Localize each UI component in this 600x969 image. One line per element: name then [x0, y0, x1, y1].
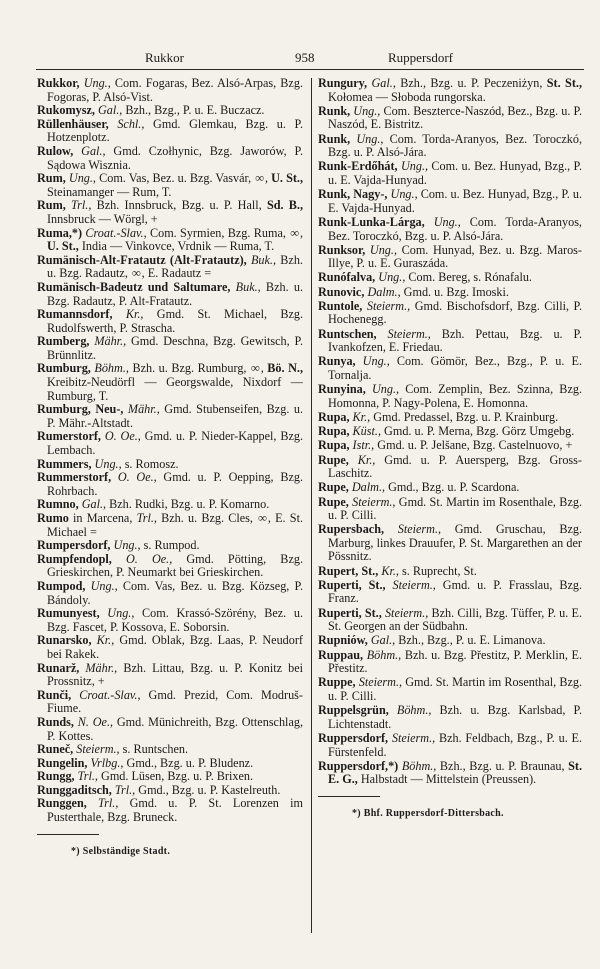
page-number: 958	[295, 50, 315, 65]
entry-text: Com. Bereg, s. Rónafalu.	[405, 270, 532, 285]
entry-region: O. Oe.,	[111, 551, 173, 566]
post-horn-icon: ∞	[251, 361, 260, 376]
entry-region: Ung.,	[355, 354, 390, 369]
entry-headword: Runk,	[318, 103, 351, 118]
entry-region: Buk.,	[246, 252, 277, 267]
entry-headword: Rungg,	[37, 769, 75, 784]
entry-text: Bzh. u. Bzg. Přestitz, P. Merklin, E. Přestitz.	[328, 647, 582, 676]
entry-headword: Rukomysz,	[37, 103, 95, 118]
entry-region: Küst.,	[349, 424, 381, 439]
running-head-right: Ruppersdorf	[388, 50, 453, 65]
entry-text: Gmd. u. Bzg. Imoski.	[400, 284, 509, 299]
entry-region: Dalm.,	[348, 480, 386, 495]
entry-region: Ung.,	[99, 606, 135, 621]
gazetteer-entry	[318, 676, 582, 703]
gazetteer-entry	[37, 498, 303, 512]
entry-region: Gal.,	[94, 103, 123, 118]
post-horn-icon: ∞	[258, 511, 267, 525]
gazetteer-entry	[318, 496, 582, 523]
entry-headword: Runksor,	[318, 242, 366, 257]
running-head-left: Rukkor	[145, 50, 184, 65]
entry-text: Kreibitz-Neudörfl — Georgswalde, Nixdorf — Rumburg, T.	[47, 375, 303, 403]
entry-text: Gmd. Bischofsdorf, Bzg. Cilli, P. Hochenegg.	[328, 298, 582, 327]
gazetteer-entry	[318, 105, 582, 132]
gazetteer-entry	[37, 281, 303, 308]
entry-headword: Rumburg, Neu-,	[37, 402, 124, 417]
entry-headword: Rumunyest,	[37, 606, 100, 621]
entry-text: Com. u. Bez. Hunyad, Bzg., P. u. E. Vajda-Hunyad.	[328, 187, 583, 215]
entry-region: Ung.,	[397, 159, 429, 174]
gazetteer-entry	[318, 579, 582, 606]
entry-region: Dalm.,	[364, 284, 401, 299]
entry-text: s. Ruprecht, St.	[398, 563, 477, 578]
entry-text: , E. Radautz =	[141, 266, 212, 281]
gazetteer-entry	[318, 454, 582, 481]
entry-region: Steierm.,	[362, 298, 411, 313]
entry-headword: Rumpfendopl,	[37, 551, 112, 566]
entry-text: Gmd. Stubenseifen, Bzg. u. P. Mähr.-Altstadt.	[47, 402, 303, 430]
entry-headword: Rumänisch-Badeutz und Saltumare,	[37, 279, 231, 294]
entry-text: Bzh. Littau, Bzg. u. P. Konitz bei Prossnitz, +	[47, 660, 303, 689]
gazetteer-entry	[37, 254, 303, 281]
entry-text: Gmd. u. P. Frasslau, Bzg. Franz.	[328, 577, 582, 606]
gazetteer-entry	[318, 300, 582, 327]
entry-headword: Runk,	[318, 131, 351, 146]
footnote-rule	[37, 834, 99, 835]
entry-region: Kr.,	[348, 452, 376, 467]
gazetteer-entry	[318, 355, 582, 382]
gazetteer-entry	[37, 580, 303, 607]
gazetteer-entry	[37, 227, 303, 254]
gazetteer-entry	[318, 439, 582, 453]
entry-text: Steinamanger — Rum, T.	[47, 184, 172, 199]
entry-region: Ung.,	[85, 578, 118, 593]
entry-text: Bzh. Innsbruck, Bzg. u. P. Hall,	[91, 198, 267, 213]
gazetteer-entry	[318, 286, 582, 300]
entry-region: Böhm.,	[363, 647, 402, 662]
entry-region: O. Oe.,	[100, 429, 141, 444]
gazetteer-entry	[37, 77, 303, 104]
entry-region: Gal.,	[78, 497, 107, 512]
entry-headword: Rumno,	[37, 497, 79, 512]
entry-headword: Runds,	[37, 714, 74, 729]
entry-region: Ung.,	[350, 103, 381, 118]
gazetteer-entry	[37, 553, 303, 580]
entry-text: Halbstadt — Mittelstein (Preussen).	[357, 772, 537, 787]
entry-headword: Rupa,	[318, 424, 350, 439]
entry-text: Bzh. Cilli, Bzg. Tüffer, P. u. E. St. Georgen an der Südbahn.	[328, 605, 582, 634]
entry-headword: Ruppe,	[318, 675, 356, 690]
entry-headword: Ruppelsgrün,	[318, 703, 389, 718]
entry-region: Kr.,	[91, 633, 115, 648]
entry-text: India — Vinkovce, Vrdnik — Ruma, T.	[78, 239, 275, 254]
entry-region: Kr.,	[112, 307, 144, 322]
gazetteer-entry	[37, 689, 303, 716]
entry-region: Mähr.,	[79, 660, 118, 675]
entry-headword: Rungury,	[318, 76, 368, 90]
gazetteer-entry	[37, 104, 303, 118]
left-column	[37, 77, 303, 858]
entry-region: Croat.-Slav.,	[82, 225, 147, 240]
entry-region: Croat.-Slav.,	[71, 687, 141, 702]
entry-text: ,	[260, 361, 268, 376]
entry-headword: Rupa,	[318, 438, 350, 453]
entry-headword: Ruperti, St.,	[318, 577, 386, 592]
gazetteer-entry	[37, 430, 303, 457]
entry-region: Kr.,	[378, 563, 399, 578]
entry-text: Gmd. u. P. Merna, Bzg. Görz Umgebg.	[381, 424, 575, 439]
gazetteer-entry	[37, 199, 303, 226]
entry-headword: Rupniów,	[318, 633, 368, 648]
entry-text: in Marcena,	[68, 511, 137, 525]
entry-text: Gmd. St. Martin im Rosenthal, Bzg. u. P. Cilli.	[328, 675, 583, 703]
entry-text: Gmd. u. P. Jelšane, Bzg. Castelnuovo, +	[374, 438, 573, 453]
entry-text: ,	[299, 225, 303, 240]
entry-headword: Ruppersdorf,*)	[318, 758, 399, 773]
entry-headword: Runovic,	[318, 284, 365, 299]
entry-region: N. Oe.,	[73, 714, 114, 729]
gazetteer-entry	[318, 565, 582, 579]
entry-region: Steierm.,	[381, 605, 429, 620]
gazetteer-entry	[37, 471, 303, 498]
entry-region: Böhm.,	[398, 758, 437, 773]
gazetteer-entry	[37, 607, 303, 634]
entry-region: Gal.,	[73, 143, 106, 158]
gazetteer-entry	[37, 145, 303, 172]
entry-text: , E. St. Michael =	[47, 511, 304, 539]
footnote: *) Bhf. Ruppersdorf-Dittersbach.	[352, 807, 504, 819]
entry-headword: Ruppau,	[318, 647, 364, 662]
entry-region: Ung.,	[387, 187, 418, 202]
entry-headword: Rungelin,	[37, 755, 88, 770]
entry-text: Com. Beszterce-Naszód, Bez., Bzg. u. P. Naszód, E. Bistritz.	[328, 103, 582, 132]
entry-region: Ung.,	[91, 456, 122, 471]
entry-region: Steierm.,	[355, 675, 403, 690]
entry-text: Bzh., Bzg. u. P. Braunau,	[436, 758, 569, 773]
entry-headword: Rumänisch-Alt-Fratautz (Alt-Fratautz),	[37, 252, 247, 267]
gazetteer-entry	[318, 523, 582, 564]
entry-text: Gmd. Lüsen, Bzg. u. P. Brixen.	[97, 769, 254, 784]
post-horn-icon: ∞	[131, 266, 141, 281]
entry-headword: Rumberg,	[37, 334, 90, 349]
entry-region: Gal.,	[367, 76, 396, 90]
entry-region: Steierm.,	[348, 494, 396, 509]
gazetteer-entry	[37, 362, 303, 403]
gazetteer-entry	[318, 760, 582, 787]
gazetteer-entry	[37, 770, 303, 784]
entry-headword: Rumburg,	[37, 361, 91, 376]
entry-text: Gmd. u. P. Oepping, Bzg. Rohrbach.	[47, 470, 303, 498]
entry-region: Buk.,	[230, 279, 261, 294]
gazetteer-entry	[37, 716, 303, 743]
entry-text: Bzh. Pettau, Bzg. u. P. Ivankofzen, E. Friedau.	[328, 326, 583, 355]
entry-text: Com. Fogaras, Bez. Alsó-Arpas, Bzg. Fogoras, P. Alsó-Vist.	[47, 76, 303, 104]
gazetteer-entry	[318, 188, 582, 215]
gazetteer-entry	[318, 425, 582, 439]
footnote-rule	[318, 796, 380, 797]
entry-text: Gmd., Bzg. u. P. Scardona.	[385, 480, 520, 495]
entry-text: Bzh., Bzg., P. u. E. Limanova.	[395, 633, 546, 648]
entry-text: Gmd. Glemkau, Bzg. u. P. Hotzenplotz.	[47, 116, 304, 145]
gazetteer-entry	[37, 784, 303, 798]
entry-headword: Runyina,	[318, 382, 366, 397]
gazetteer-entry	[318, 383, 582, 410]
post-horn-icon: ∞	[255, 171, 264, 186]
entry-text: Com. Zemplin, Bez. Szinna, Bzg. Homonna, P. Nagy-Polena, E. Homonna.	[328, 382, 582, 410]
entry-region: Ung.,	[79, 76, 111, 90]
entry-headword: Ruma,*)	[37, 225, 83, 240]
entry-text: s. Runtschen.	[119, 742, 188, 757]
gazetteer-entry	[37, 743, 303, 757]
entry-region: Steierm.,	[388, 730, 436, 745]
right-column	[318, 77, 582, 821]
entry-headword: Runk-Lunka-Lárga,	[318, 214, 425, 229]
entry-headword: Rupersbach,	[318, 522, 385, 537]
entry-region: Vrlbg.,	[87, 755, 124, 770]
gazetteer-entry	[318, 133, 582, 160]
entry-text: Bzh. u. Bzg. Radautz,	[47, 252, 303, 281]
entry-region: Steierm.,	[385, 577, 436, 592]
entry-text: Bzh. Feldbach, Bzg., P. u. E. Fürstenfeld.	[328, 730, 582, 759]
entry-headword: Runggaditsch,	[37, 782, 112, 797]
entry-headword: Runófalva,	[318, 270, 376, 285]
entry-region: Trl.,	[65, 198, 92, 213]
entry-headword: Runarž,	[37, 660, 80, 675]
entry-region: Steierm.,	[73, 742, 120, 757]
entry-headword: Runk, Nagy-,	[318, 187, 388, 202]
entry-headword: Rumannsdorf,	[37, 307, 113, 322]
entry-headword: Runtole,	[318, 298, 363, 313]
entry-headword: Runggen,	[37, 796, 87, 811]
entry-region: Ung.,	[424, 214, 461, 229]
entry-region: Ung.,	[375, 270, 406, 285]
entry-text: Innsbruck — Wörgl, +	[47, 211, 158, 226]
entry-headword: Rumerstorf,	[37, 429, 101, 444]
entry-text: Gmd. Czołhynic, Bzg. Jaworów, P. Sądowa Wisznia.	[47, 143, 303, 172]
gazetteer-entry	[37, 172, 303, 199]
entry-headword: Runk-Erdőhát,	[318, 159, 398, 174]
entry-text: Com. u. Bez. Hunyad, Bzg., P. u. E. Vajda-Hunyad.	[328, 159, 583, 187]
entry-text: Bzh. Rudki, Bzg. u. P. Komarno.	[106, 497, 270, 512]
entry-text: Gmd., Bzg. u. P. Kastelreuth.	[135, 782, 281, 797]
post-horn-icon: ∞	[290, 225, 299, 240]
entry-text: ,	[264, 171, 272, 186]
header-rule	[36, 69, 584, 70]
entry-region: Istr.,	[349, 438, 375, 453]
entry-text: Gmd., Bzg. u. P. Bludenz.	[123, 755, 254, 770]
gazetteer-entry	[318, 216, 582, 243]
entry-headword: Rummers,	[37, 456, 92, 471]
gazetteer-entry	[37, 757, 303, 771]
entry-text: Com. Syrmien, Bzg. Ruma,	[146, 225, 290, 240]
entry-text: Gmd. Predassel, Bzg. u. P. Krainburg.	[370, 409, 559, 424]
entry-text: Gmd. Pötting, Bzg. Grieskirchen, P. Neumarkt bei Grieskirchen.	[47, 551, 303, 580]
entry-railway: Sd. B.,	[266, 198, 304, 213]
entry-text: Com. Torda-Aranyos, Bez. Toroczkó, Bzg. u. P. Alsó-Jára.	[328, 131, 582, 160]
entry-region: Trl.,	[86, 796, 119, 811]
entry-region: Ung.,	[350, 131, 384, 146]
entry-region: Mähr.,	[89, 334, 127, 349]
entry-region: Gal.,	[367, 633, 396, 648]
entry-headword: Ruppersdorf,	[318, 730, 389, 745]
entry-railway: St. St.,	[546, 76, 582, 90]
entry-region: Mähr.,	[123, 402, 160, 417]
entry-region: Ung.,	[365, 382, 400, 397]
entry-text: Bzh. u. Bzg. Karlsbad, P. Lichtenstadt.	[328, 703, 582, 731]
entry-region: Kr.,	[349, 409, 371, 424]
gazetteer-entry	[318, 607, 582, 634]
entry-text: Com. Krassó-Szörény, Bez. u. Bzg. Fascet, P. Kossova, E. Soborsin.	[47, 606, 303, 634]
entry-headword: Runtschen,	[318, 326, 377, 341]
column-divider	[311, 78, 312, 933]
entry-text: Bzh. u. Bzg. Cles,	[156, 511, 258, 525]
entry-text: s. Rumpod.	[140, 538, 200, 553]
entry-region: Ung.,	[110, 538, 141, 553]
entry-text: Gmd. St. Martin im Rosenthale, Bzg. u. P. Cilli.	[328, 494, 582, 523]
entry-headword: Runči,	[37, 687, 72, 702]
gazetteer-entry	[37, 335, 303, 362]
entry-headword: Runeč,	[37, 742, 74, 757]
entry-headword: Rumpersdorf,	[37, 538, 111, 553]
entry-headword: Ruperti, St.,	[318, 605, 382, 620]
gazetteer-entry	[37, 308, 303, 335]
entry-text: Gmd. Münichreith, Bzg. Ottenschlag, P. Kottes.	[47, 714, 303, 743]
entry-headword: Rupe,	[318, 480, 349, 495]
entry-headword: Rupe,	[318, 494, 349, 509]
gazetteer-entry	[37, 512, 303, 539]
entry-headword: Rupert, St.,	[318, 563, 379, 578]
entry-railway: St. E. G.,	[328, 758, 583, 787]
gazetteer-entry	[37, 403, 303, 430]
gazetteer-entry	[318, 649, 582, 676]
entry-text: Gmd. Deschna, Bzg. Gewitsch, P. Brünnlitz.	[47, 334, 303, 362]
gazetteer-entry	[37, 662, 303, 689]
gazetteer-entry	[318, 244, 582, 271]
footnote: *) Selbständige Stadt.	[71, 845, 171, 857]
entry-headword: Runya,	[318, 354, 356, 369]
entry-region: Trl.,	[74, 769, 98, 784]
entry-text: Com. Hunyad, Bez. u. Bzg. Maros-Illye, P. u. E. Guraszáda.	[328, 242, 582, 271]
gazetteer-entry	[37, 539, 303, 553]
entry-text: s. Romosz.	[121, 456, 179, 471]
entry-text: Bzh. u. Bzg. Rumburg,	[128, 361, 250, 376]
entry-text: Gmd. Prezid, Com. Modruš-Fiume.	[47, 687, 303, 716]
entry-headword: Rukkor,	[37, 76, 80, 90]
gazetteer-entry	[318, 411, 582, 425]
gazetteer-entry	[318, 481, 582, 495]
entry-text: Bzh. u. Bzg. Radautz, P. Alt-Fratautz.	[47, 279, 303, 308]
entry-region: Ung.,	[65, 171, 96, 186]
entry-headword: Runarsko,	[37, 633, 92, 648]
entry-region: Ung.,	[365, 242, 397, 257]
gazetteer-entry	[37, 634, 303, 661]
entry-text: Gmd. u. P. Auersperg, Bzg. Gross-Laschitz.	[328, 452, 582, 481]
entry-railway: Bö. N.,	[267, 361, 304, 376]
entry-headword: Rum,	[37, 171, 66, 186]
entry-headword: Rummerstorf,	[37, 470, 112, 485]
entry-region: Trl.,	[111, 782, 136, 797]
entry-text: Com. Vas, Bez. u. Bzg. Vasvár,	[95, 171, 255, 186]
gazetteer-entry	[318, 634, 582, 648]
entry-text: Gmd. u. P. St. Lorenzen im Pusterthale, Bzg. Bruneck.	[47, 796, 304, 825]
entry-text: Gmd. St. Michael, Bzg. Rudolfswerth, P. Strascha.	[47, 307, 303, 335]
entry-text: Com. Vas, Bez. u. Bzg. Közseg, P. Bándoly.	[47, 578, 303, 607]
entry-text: Gmd. Gruschau, Bzg. Marburg, linkes Drauufer, P. St. Margarethen an der Pössnitz.	[328, 522, 582, 564]
entry-text: Bzh., Bzg. u. P. Peczeniżyn,	[395, 76, 547, 90]
gazetteer-entry	[318, 77, 582, 104]
entry-headword: Rüllenhäuser,	[37, 116, 109, 131]
gazetteer-entry	[318, 732, 582, 759]
gazetteer-entry	[37, 458, 303, 472]
entry-headword: Rupa,	[318, 409, 350, 424]
entry-text: Kołomea — Słoboda rungorska.	[328, 89, 486, 104]
entry-text: Com. Gömör, Bez., Bzg., P. u. E. Tornalja.	[328, 354, 582, 382]
gazetteer-entry	[318, 328, 582, 355]
gazetteer-entry	[37, 797, 303, 824]
entry-headword: Rumpod,	[37, 578, 86, 593]
entry-headword: Rulow,	[37, 143, 74, 158]
entry-region: Steierm.,	[376, 326, 431, 341]
gazetteer-entry	[318, 160, 582, 187]
entry-region: Schl.,	[108, 116, 145, 131]
entry-headword: Rupe,	[318, 452, 349, 467]
entry-railway: U. St.,	[47, 239, 79, 254]
entry-text: Com. Torda-Aranyos, Bez. Toroczkó, Bzg. u. P. Alsó-Jára.	[328, 214, 582, 243]
entry-text: Bzh., Bzg., P. u. E. Buczacz.	[122, 103, 265, 118]
gazetteer-entry	[318, 271, 582, 285]
entry-region: Steierm.,	[384, 522, 442, 537]
entry-text: Gmd. Oblak, Bzg. Laas, P. Neudorf bei Rakek.	[47, 633, 303, 661]
entry-region: Trl.,	[136, 511, 157, 525]
entry-text: Gmd. u. P. Nieder-Kappel, Bzg. Lembach.	[47, 429, 303, 458]
entry-headword: Rum,	[37, 198, 66, 213]
entry-railway: U. St.,	[271, 171, 303, 186]
gazetteer-entry	[37, 118, 303, 145]
entry-region: O. Oe.,	[111, 470, 157, 485]
entry-region: Böhm.,	[90, 361, 129, 376]
gazetteer-entry	[318, 704, 582, 731]
entry-headword: Rumo	[37, 511, 69, 525]
entry-region: Böhm.,	[388, 703, 432, 718]
